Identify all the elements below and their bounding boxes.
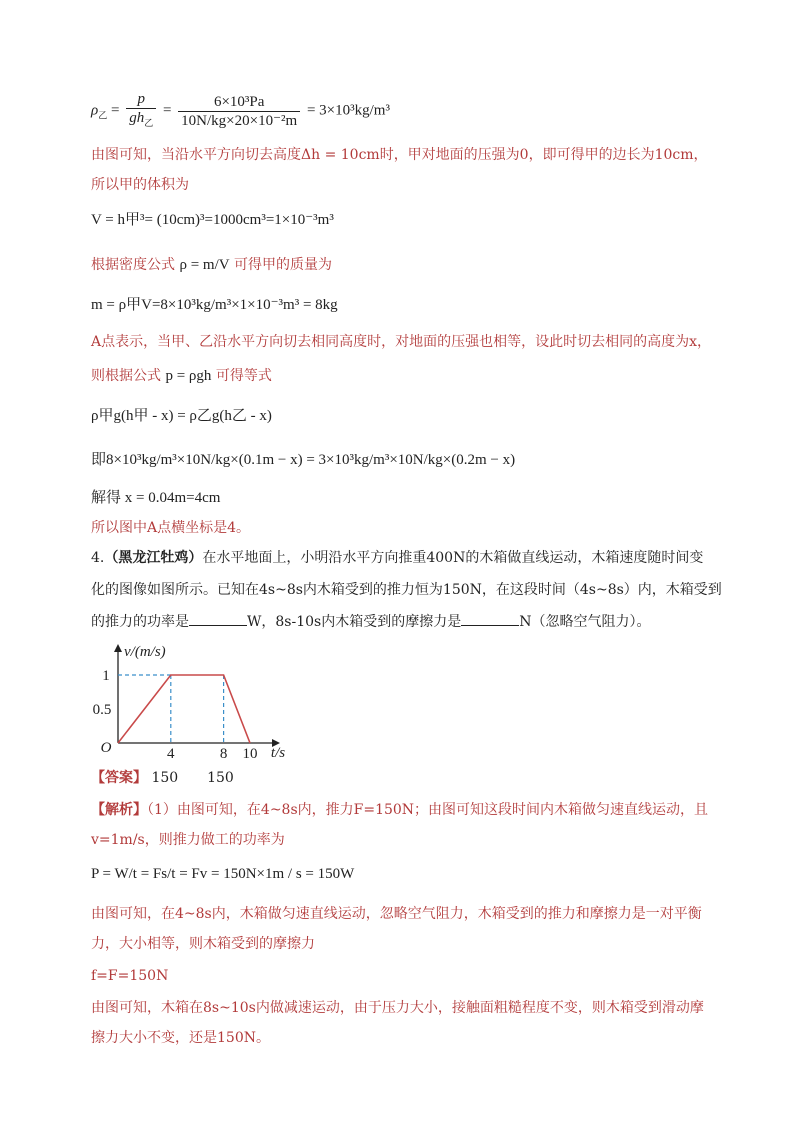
question-text-1: 在水平地面上，小明沿水平方向推重400N的木箱做直线运动，木箱速度随时间变 (202, 550, 704, 566)
answer-label: 【答案】 (91, 770, 147, 786)
formula-volume: V = h甲³= (10cm)³=1000cm³=1×10⁻³m³ (91, 212, 334, 228)
formula-solution: 解得 x = 0.04m=4cm (91, 490, 221, 506)
sub-yi: 乙 (98, 110, 108, 121)
answer-blank-2 (461, 611, 519, 626)
frac-den-sub: 乙 (144, 118, 154, 128)
para-conclusion: 所以图中A点横坐标是4。 (91, 520, 251, 536)
formula-density-yi: $\rho_乙$ = $\frac{p}{gh_乙}$ = $\frac{\text{6×10³Pa}}{\text{10N/kg×20×10⁻²m}}$ = 3×10³kg/m³ (91, 90, 390, 132)
frac2-den: 10N/kg×20×10⁻²m (181, 112, 298, 129)
answer-value-1: 150 (151, 770, 179, 786)
pressure-formula: p = ρgh (165, 368, 212, 384)
frac-num: p (137, 91, 145, 107)
analysis-line2: v=1m/s，则推力做工的功率为 (91, 832, 285, 848)
answer-value-2: 150 (207, 770, 234, 786)
answer-line (91, 767, 234, 789)
formula1-result: = 3×10³kg/m³ (306, 102, 390, 119)
question-4-line2: 化的图像如图所示。已知在4s~8s内木箱受到的推力恒为150N，在这段时间（4s~8s）内，木箱受到 (91, 582, 722, 598)
question-text-3c: N（忽略空气阻力）。 (519, 614, 651, 630)
analysis-text-1: （1）由图可知，在4~8s内，推力F=150N；由图可知这段时间内木箱做匀速直线运动，且 (147, 802, 709, 818)
analysis-line7: 擦力大小不变，还是150N。 (91, 1030, 270, 1046)
analysis-line1 (91, 799, 708, 821)
y-axis-arrow (114, 644, 122, 652)
para3-post: 可得甲的质量为 (234, 257, 333, 273)
para3-pre: 根据密度公式 (91, 257, 175, 273)
question-4-line1 (91, 547, 703, 569)
y-tick-1: 1 (102, 668, 110, 684)
para-volume-intro: 所以甲的体积为 (91, 177, 189, 193)
frac2-num: 6×10³Pa (178, 93, 300, 112)
fraction-p-over-gh (126, 90, 156, 132)
formula-substituted: 即8×10³kg/m³×10N/kg×(0.1m − x) = 3×10³kg/m³×10N/kg×(0.2m − x) (91, 452, 516, 468)
fraction-values (178, 93, 300, 130)
x-tick-8: 8 (219, 746, 228, 762)
analysis-friction: f=F=150N (91, 968, 169, 984)
analysis-line3: 由图可知，在4~8s内，木箱做匀速直线运动，忽略空气阻力，木箱受到的推力和摩擦力是一对平衡 (91, 906, 702, 922)
y-tick-0-5: 0.5 (92, 702, 112, 718)
x-tick-10: 10 (242, 746, 258, 762)
para-point-a: A点表示，当甲、乙沿水平方向切去相同高度时，对地面的压强也相等，设此时切去相同的高度为x， (91, 334, 712, 350)
question-4-line3 (91, 611, 650, 633)
series-velocity-line (118, 675, 250, 743)
para-side-length: 由图可知，当沿水平方向切去高度Δh = 10cm时，甲对地面的压强为0，即可得甲的边长为10cm， (91, 147, 708, 163)
question-text-3a: 的推力的功率是 (91, 614, 189, 630)
answer-blank-1 (189, 611, 247, 626)
para5-pre: 则根据公式 (91, 368, 161, 384)
para-pressure-formula (91, 365, 272, 387)
x-tick-4: 4 (167, 746, 175, 762)
analysis-label: 【解析】 (91, 802, 147, 818)
question-number: 4. (91, 550, 105, 566)
para-density-formula (91, 254, 332, 276)
rho-symbol: ρ (91, 102, 99, 119)
density-formula: ρ = m/V (179, 257, 230, 273)
question-source: （黑龙江牡鸡） (104, 550, 203, 566)
origin-label: O (100, 740, 112, 756)
velocity-time-chart (88, 640, 298, 765)
analysis-line6: 由图可知，木箱在8s~10s内做减速运动，由于压力大小，接触面粗糙程度不变，则木箱受到滑动摩 (91, 1000, 704, 1016)
question-text-3b: W，8s-10s内木箱受到的摩擦力是 (247, 614, 462, 630)
para5-post: 可得等式 (215, 368, 272, 384)
y-axis-label: v/(m/s) (124, 644, 166, 660)
x-axis-label: t/s (270, 745, 286, 761)
frac-den: gh (129, 110, 145, 126)
analysis-line4: 力，大小相等，则木箱受到的摩擦力 (91, 936, 315, 952)
formula-equation: ρ甲g(h甲 - x) = ρ乙g(h乙 - x) (91, 408, 272, 424)
analysis-power-formula: P = W/t = Fs/t = Fv = 150N×1m / s = 150W (91, 866, 355, 882)
formula-mass: m = ρ甲V=8×10³kg/m³×1×10⁻³m³ = 8kg (91, 297, 338, 313)
